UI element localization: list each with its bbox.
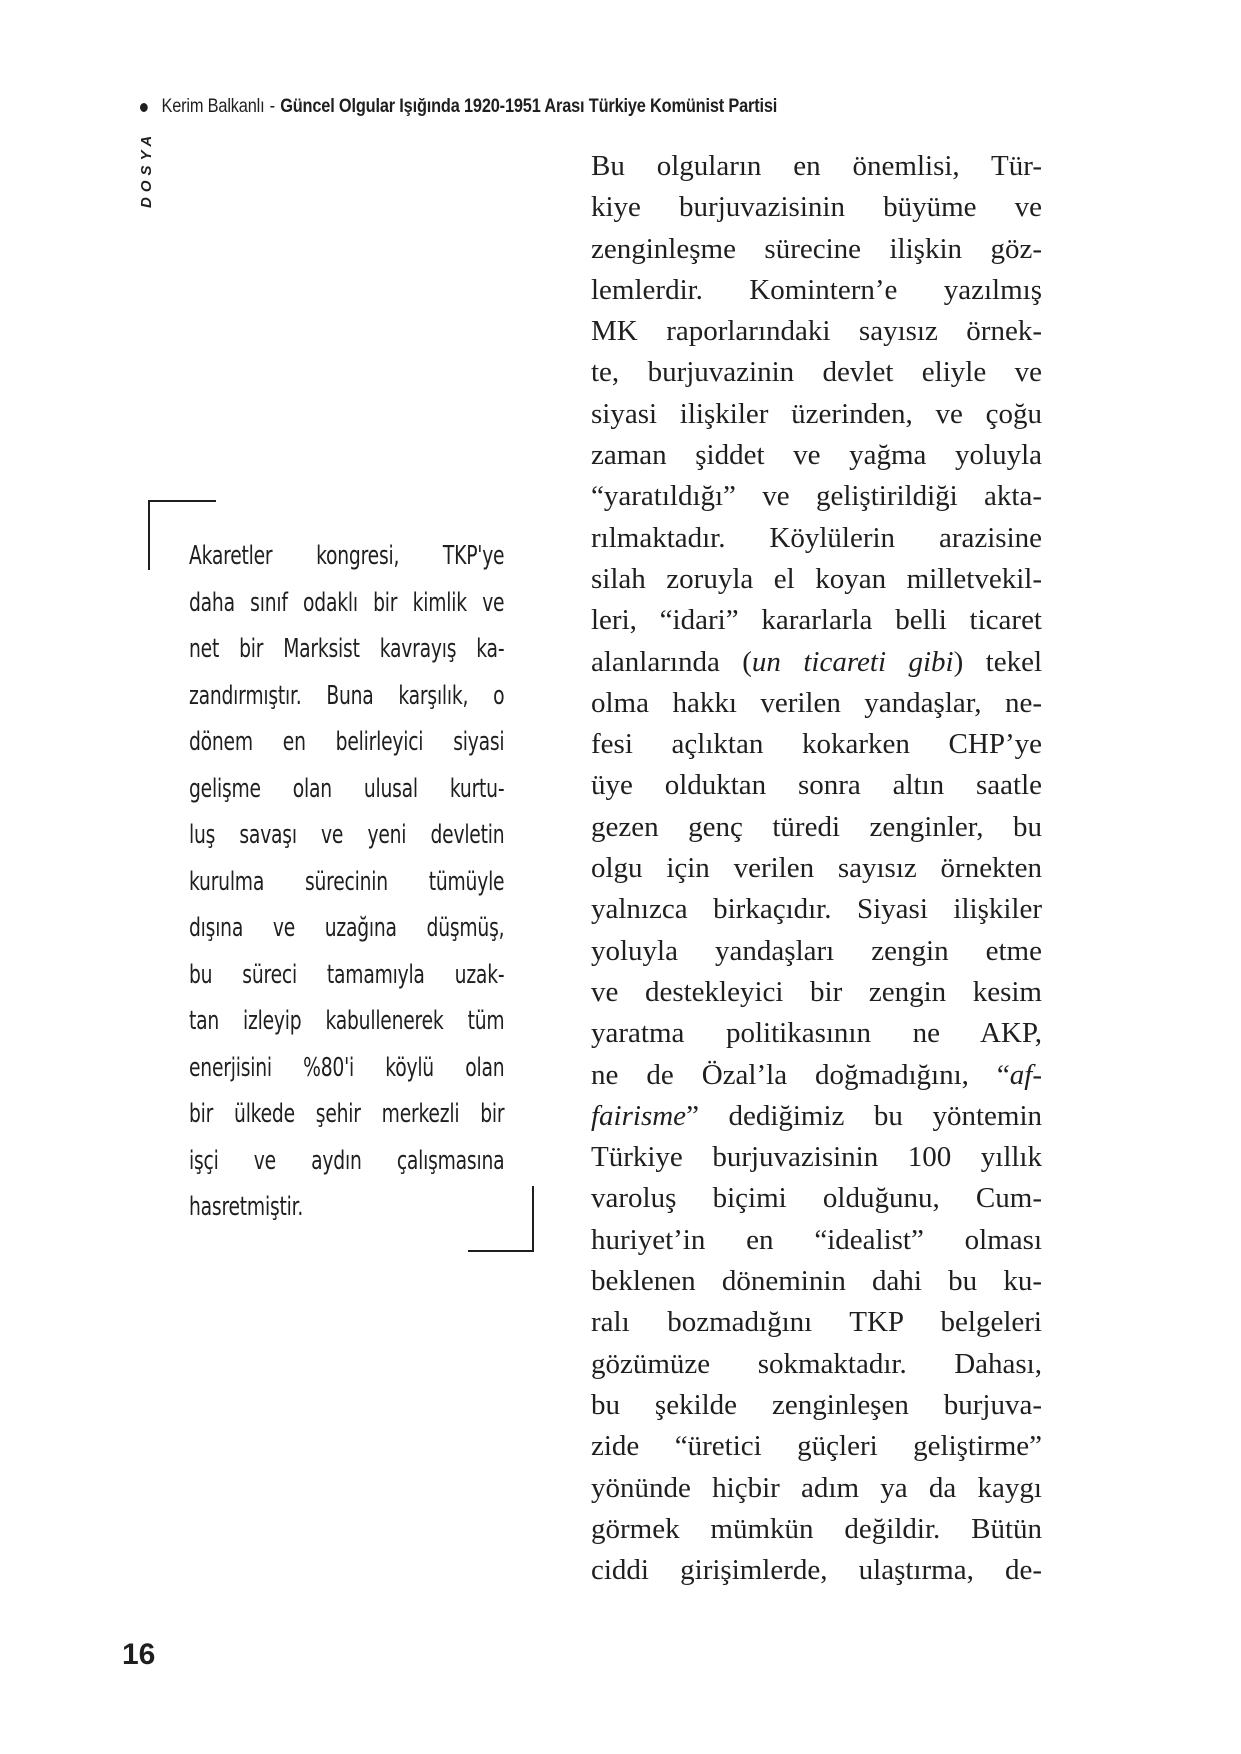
body-line: gözümüze sokmaktadır. Dahası,	[591, 1347, 1042, 1380]
body-line: fairisme” dediğimiz bu yöntemin	[591, 1099, 1042, 1132]
author-name: Kerim Balkanlı	[161, 96, 265, 117]
body-line: beklenen döneminin dahi bu ku-	[591, 1265, 1042, 1298]
body-line: yönünde hiçbir adım ya da kaygı	[591, 1471, 1042, 1504]
body-line: te, burjuvazinin devlet eliyle ve	[591, 356, 1042, 389]
pullquote-line: gelişme olan ulusal kurtu-	[189, 773, 505, 804]
bracket-corner-bottom-right-vertical	[532, 1186, 534, 1252]
pullquote-line: Akaretler kongresi, TKP'ye	[189, 541, 505, 571]
bullet-icon	[140, 103, 148, 112]
body-line: olma hakkı verilen yandaşlar, ne-	[591, 686, 1042, 719]
body-line: kiye burjuvazisinin büyüme ve	[591, 191, 1042, 224]
italic-phrase: fairisme	[591, 1099, 687, 1132]
body-line: zenginleşme sürecine ilişkin göz-	[591, 232, 1042, 265]
pullquote-line: luş savaşı ve yeni devletin	[189, 820, 505, 850]
body-line: Bu olguların en önemlisi, Tür-	[591, 150, 1042, 182]
italic-phrase: af-	[1009, 1058, 1042, 1091]
body-line: üye olduktan sonra altın saatle	[591, 769, 1042, 802]
bracket-corner-bottom-right	[468, 1250, 534, 1252]
header-separator: -	[269, 96, 276, 117]
bracket-corner-top-left-vertical	[148, 500, 150, 570]
body-line: olgu için verilen sayısız örnekten	[591, 852, 1042, 885]
body-line: lemlerdir. Komintern’e yazılmış	[591, 273, 1042, 306]
body-line: siyasi ilişkiler üzerinden, ve çoğu	[591, 397, 1042, 430]
body-line: leri, “idari” kararlarla belli ticaret	[591, 604, 1042, 637]
pullquote-line: tan izleyip kabullenerek tüm	[189, 1006, 505, 1036]
italic-phrase: un ticareti gibi	[751, 645, 954, 678]
pullquote-line: net bir Marksist kavrayış ka-	[189, 634, 505, 664]
body-line: ve destekleyici bir zengin kesim	[591, 975, 1042, 1008]
body-line: bu şekilde zenginleşen burjuva-	[591, 1388, 1042, 1421]
body-line: görmek mümkün değildir. Bütün	[591, 1512, 1042, 1545]
pullquote-line: bu süreci tamamıyla uzak-	[189, 959, 505, 990]
body-line: gezen genç türedi zenginler, bu	[591, 810, 1042, 843]
article-title: Güncel Olgular Işığında 1920-1951 Arası Türkiye Komünist Partisi	[280, 96, 778, 117]
body-line: Türkiye burjuvazisinin 100 yıllık	[591, 1141, 1042, 1174]
body-line: MK raporlarındaki sayısız örnek-	[591, 315, 1042, 348]
body-line: ralı bozmadığını TKP belgeleri	[591, 1306, 1042, 1339]
body-line: ciddi girişimlerde, ulaştırma, de-	[591, 1554, 1042, 1587]
pullquote-line: işçi ve aydın çalışmasına	[189, 1145, 505, 1176]
pullquote-line: enerjisini %80'i köylü olan	[189, 1052, 505, 1083]
pullquote-line: daha sınıf odaklı bir kimlik ve	[189, 587, 505, 618]
body-line: alanlarında (un ticareti gibi) tekel	[591, 645, 1043, 678]
body-line: huriyet’in en “idealist” olması	[591, 1223, 1042, 1256]
running-header	[140, 92, 777, 122]
pullquote-line: hasretmiştir.	[189, 1192, 304, 1222]
body-line: zaman şiddet ve yağma yoluyla	[591, 439, 1042, 472]
body-line: rılmaktadır. Köylülerin arazisine	[591, 521, 1042, 554]
body-line: fesi açlıktan kokarken CHP’ye	[591, 728, 1042, 761]
pullquote-line: kurulma sürecinin tümüyle	[189, 866, 505, 897]
body-line: ne de Özal’la doğmadığını, “af-	[591, 1058, 1042, 1091]
pullquote-line: dışına ve uzağına düşmüş,	[189, 913, 505, 943]
body-line: yoluyla yandaşları zengin etme	[591, 934, 1042, 967]
pullquote-line: zandırmıştır. Buna karşılık, o	[189, 680, 505, 711]
body-line: yaratma politikasının ne AKP,	[591, 1017, 1042, 1050]
body-text-column	[591, 146, 1042, 1591]
pullquote-line: dönem en belirleyici siyasi	[189, 727, 505, 757]
section-label: DOSYA	[138, 130, 155, 208]
bracket-corner-top-left	[148, 500, 216, 502]
body-line: zide “üretici güçleri geliştirme”	[591, 1430, 1042, 1463]
body-line: “yaratıldığı” ve geliştirildiği akta-	[591, 480, 1042, 513]
body-line: yalnızca birkaçıdır. Siyasi ilişkiler	[591, 893, 1042, 926]
body-line: silah zoruyla el koyan milletvekil-	[591, 562, 1042, 595]
pullquote-line: bir ülkede şehir merkezli bir	[189, 1099, 505, 1129]
body-line: varoluş biçimi olduğunu, Cum-	[591, 1182, 1042, 1215]
pullquote	[189, 533, 503, 1231]
page-number: 16	[122, 1638, 156, 1671]
